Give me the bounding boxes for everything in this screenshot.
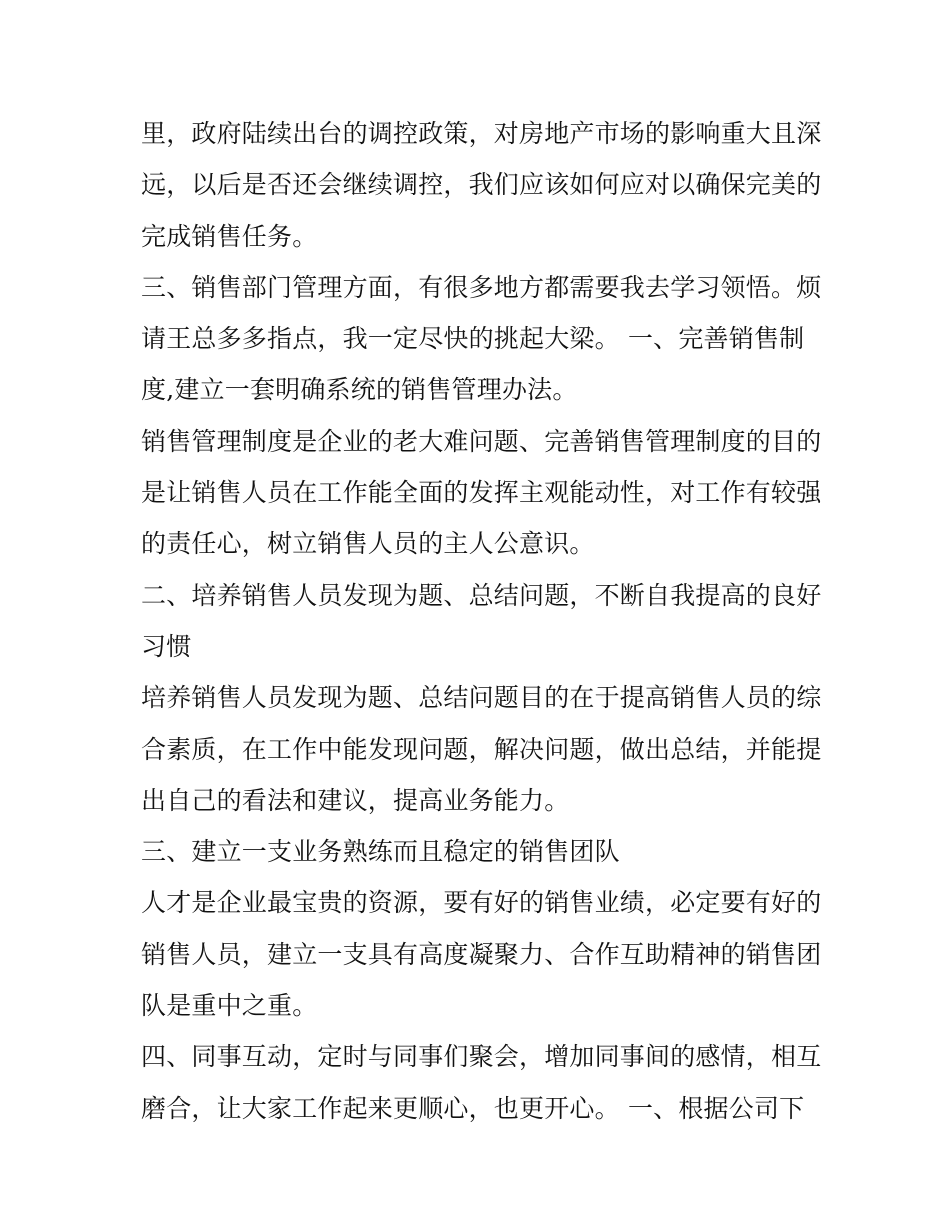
text-line: 三、建立一支业务熟练而且稳定的销售团队 xyxy=(141,837,620,867)
text-line: 销售人员，建立一支具有高度凝聚力、合作互助精神的销售团 xyxy=(141,939,822,969)
text-line: 培养销售人员发现为题、总结问题目的在于提高销售人员的综 xyxy=(141,683,822,713)
text-line: 四、同事互动，定时与同事们聚会，增加同事间的感情，相互 xyxy=(141,1042,822,1072)
text-line: 销售管理制度是企业的老大难问题、完善销售管理制度的目的 xyxy=(141,426,822,456)
text-line: 的责任心，树立销售人员的主人公意识。 xyxy=(141,529,595,559)
text-line: 完成销售任务。 xyxy=(141,221,318,251)
text-line: 出自己的看法和建议，提高业务能力。 xyxy=(141,785,570,815)
text-line: 磨合，让大家工作起来更顺心，也更开心。 一、根据公司下 xyxy=(141,1093,805,1123)
text-line: 里，政府陆续出台的调控政策，对房地产市场的影响重大且深 xyxy=(141,119,822,148)
document-body xyxy=(141,108,821,1134)
text-line: 三、销售部门管理方面，有很多地方都需要我去学习领悟。烦 xyxy=(141,272,822,302)
text-line: 人才是企业最宝贵的资源，要有好的销售业绩，必定要有好的 xyxy=(141,888,822,918)
text-line: 合素质，在工作中能发现问题，解决问题，做出总结，并能提 xyxy=(141,734,822,764)
text-line: 是让销售人员在工作能全面的发挥主观能动性，对工作有较强 xyxy=(141,478,822,508)
text-line: 度,建立一套明确系统的销售管理办法。 xyxy=(141,375,578,405)
text-line: 二、培养销售人员发现为题、总结问题，不断自我提高的良好 xyxy=(141,580,822,610)
text-line: 远，以后是否还会继续调控，我们应该如何应对以确保完美的 xyxy=(141,170,822,200)
text-line: 习惯 xyxy=(141,631,192,661)
text-line: 队是重中之重。 xyxy=(141,991,318,1021)
text-line: 请王总多多指点，我一定尽快的挑起大梁。 一、完善销售制 xyxy=(141,324,805,354)
